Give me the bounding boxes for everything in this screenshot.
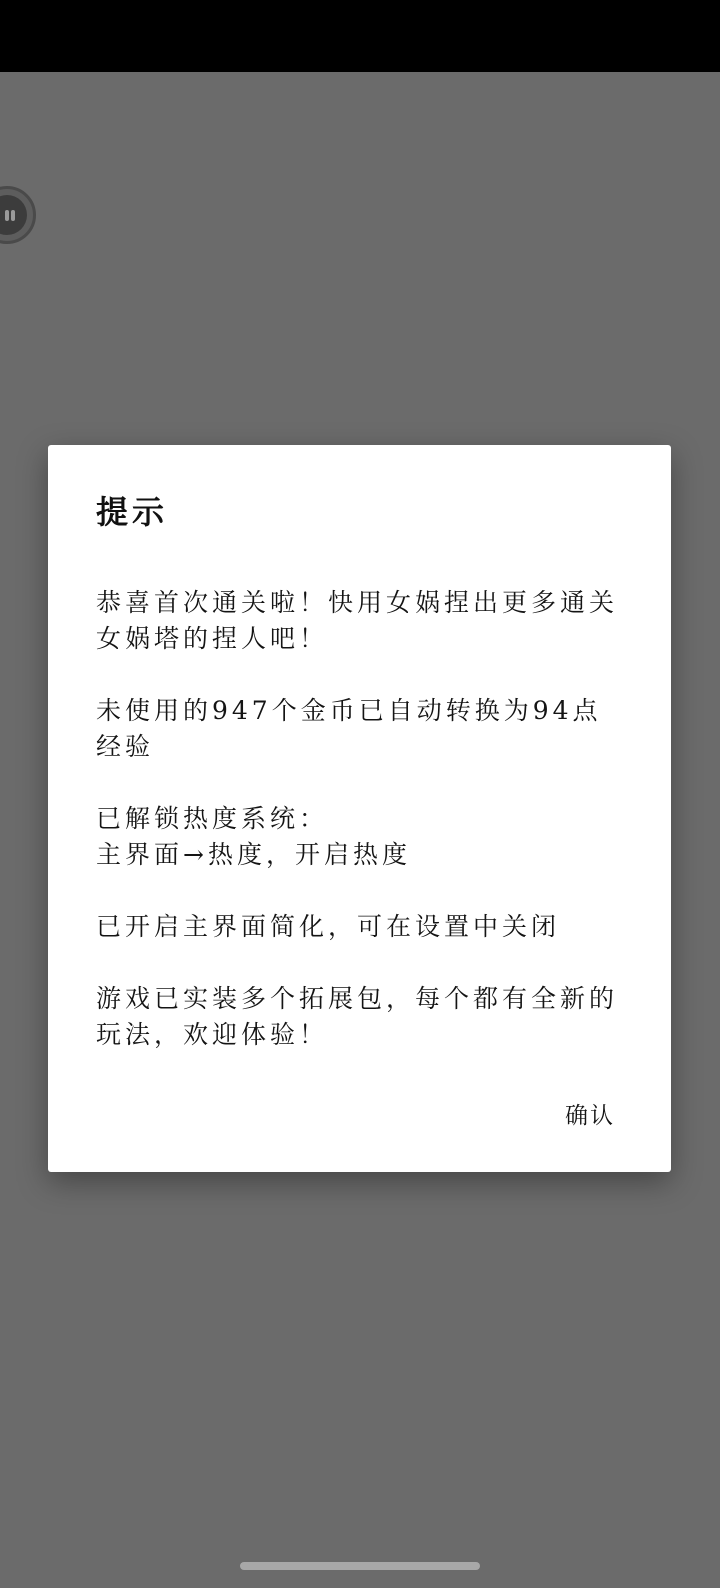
message-simplified-ui: 已开启主界面简化，可在设置中关闭 <box>96 912 561 941</box>
tip-dialog <box>48 445 671 1172</box>
dialog-body <box>96 585 626 1089</box>
dialog-title: 提示 <box>96 493 169 531</box>
message-coins-converted: 未使用的947个金币已自动转换为94点经验 <box>96 696 602 761</box>
confirm-button[interactable]: 确认 <box>565 1097 615 1130</box>
message-expansions: 游戏已实装多个拓展包，每个都有全新的玩法，欢迎体验！ <box>96 984 619 1049</box>
floating-assistant-button[interactable] <box>0 186 36 244</box>
message-heat-unlocked: 已解锁热度系统： 主界面→热度，开启热度 <box>96 804 411 869</box>
home-indicator[interactable] <box>240 1562 480 1570</box>
message-congrats: 恭喜首次通关啦！快用女娲捏出更多通关女娲塔的捏人吧！ <box>96 588 619 653</box>
quote-icon <box>5 210 17 222</box>
status-bar <box>0 0 720 72</box>
